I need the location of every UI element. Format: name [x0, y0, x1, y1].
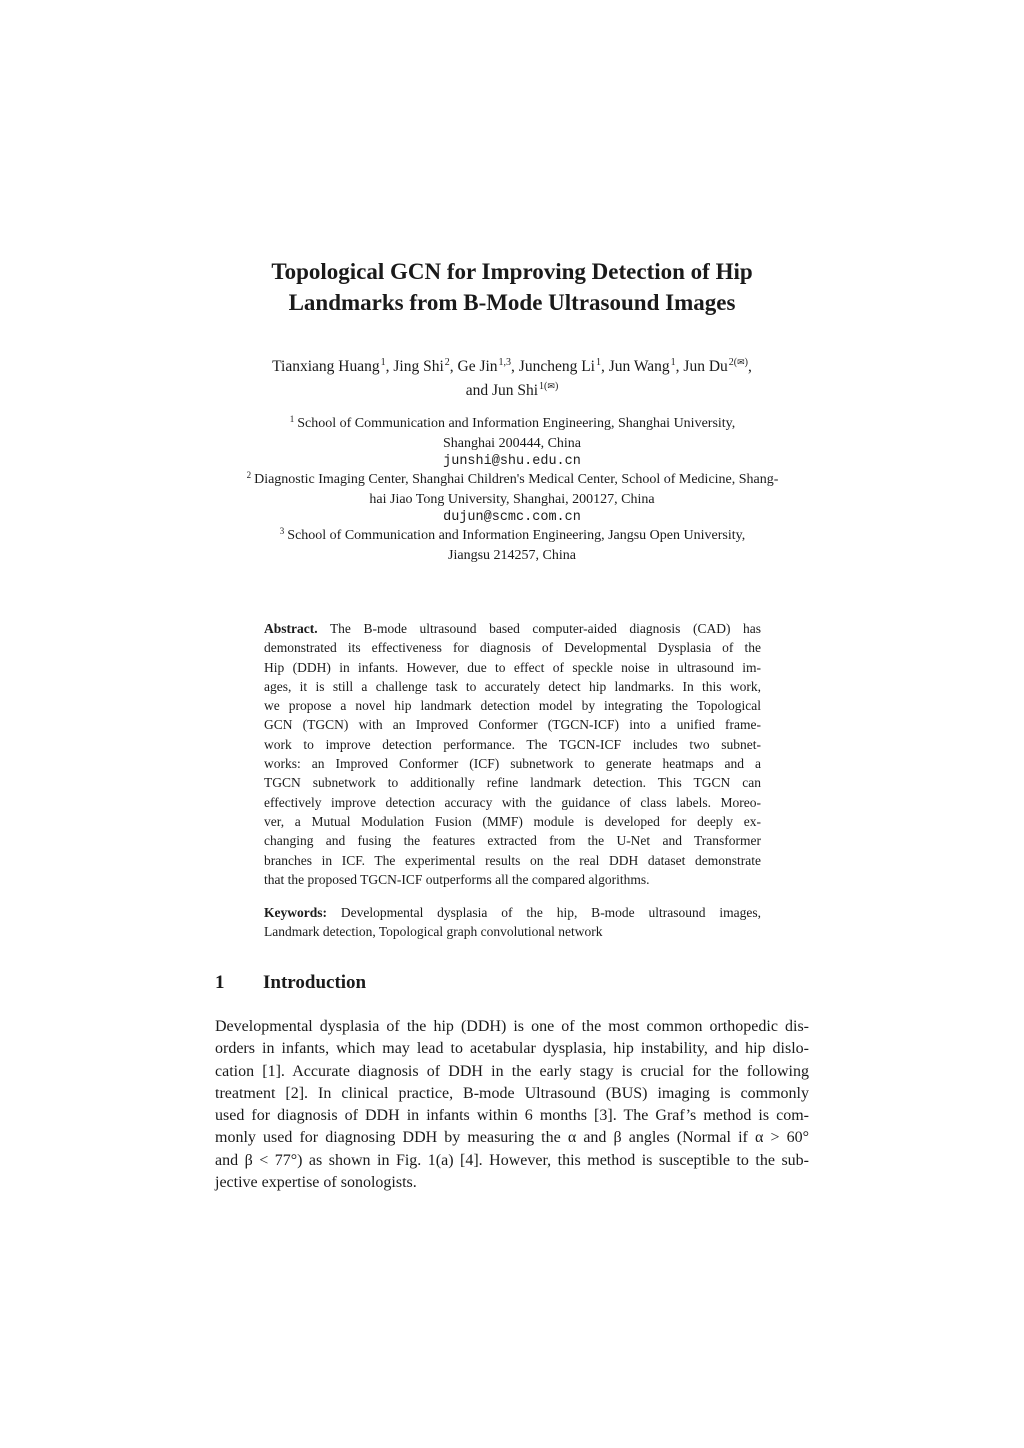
author-list	[215, 356, 809, 404]
affiliation-list	[215, 414, 809, 565]
abstract-line: branches in ICF. The experimental results on the real DDH dataset demonstrate	[264, 852, 761, 868]
keywords-line: Landmark detection, Topological graph convolutional network	[264, 924, 603, 940]
keywords-label: Keywords:	[264, 905, 327, 920]
author-separator: ,	[748, 358, 752, 375]
abstract-line: works: an Improved Conformer (ICF) subnetwork to generate heatmaps and a	[264, 756, 761, 772]
section-number: 1	[215, 972, 225, 993]
affiliation-email[interactable]: junshi@shu.edu.cn	[443, 454, 581, 469]
author-affiliation-mark	[729, 357, 748, 368]
author-name: , Jing Shi	[385, 358, 444, 375]
affiliation-line	[215, 470, 809, 490]
keywords-text: Developmental dysplasia of the hip, B-mode ultrasound images,	[327, 905, 761, 920]
affiliation-email[interactable]: dujun@scmc.com.cn	[443, 510, 581, 525]
affiliation-text: School of Communication and Information Engineering, Shanghai University,	[297, 416, 736, 431]
author-affiliation-mark: 1,3	[498, 357, 512, 368]
affiliation-number: 2	[246, 470, 252, 480]
author-name: , Jun Wang	[601, 358, 670, 375]
abstract-line: GCN (TGCN) with an Improved Conformer (TGCN-ICF) into a unified frame-	[264, 717, 761, 733]
keywords-line	[264, 903, 761, 922]
paragraph-line: and β < 77°) as shown in Fig. 1(a) [4]. However, this method is susceptible to the sub-	[215, 1151, 809, 1169]
abstract-label: Abstract.	[264, 621, 318, 636]
affiliation	[215, 414, 809, 470]
author-line	[215, 356, 809, 380]
keywords	[264, 903, 761, 942]
author-line	[215, 380, 809, 404]
paragraph-line: monly used for diagnosing DDH by measuring the α and β angles (Normal if α > 60°	[215, 1129, 809, 1147]
abstract-line: TGCN subnetwork to additionally refine landmark detection. This TGCN can	[264, 775, 761, 791]
paragraph-line: cation [1]. Accurate diagnosis of DDH in the early stagy is crucial for the following	[215, 1062, 809, 1080]
author-name: , Juncheng Li	[511, 358, 595, 375]
abstract-text: The B-mode ultrasound based computer-aided diagnosis (CAD) has	[317, 621, 761, 636]
affiliation-text: Diagnostic Imaging Center, Shanghai Children's Medical Center, School of Medicine, Shang-	[254, 472, 779, 487]
affiliation-line	[215, 414, 809, 434]
affiliation-close: )	[744, 357, 748, 368]
affiliation-line: Jiangsu 214257, China	[448, 548, 576, 563]
paragraph-line: treatment [2]. In clinical practice, B-mode Ultrasound (BUS) imaging is commonly	[215, 1084, 809, 1102]
author-affiliation-mark: 1	[380, 357, 386, 368]
affiliation-line: hai Jiao Tong University, Shanghai, 200127, China	[369, 492, 655, 507]
author-name: , Ge Jin	[449, 358, 498, 375]
paper-title	[215, 256, 809, 318]
author-name: , Jun Du	[675, 358, 728, 375]
affiliation-number: 1(	[539, 381, 548, 392]
affiliation	[215, 526, 809, 565]
title-line: Landmarks from B-Mode Ultrasound Images	[288, 290, 736, 315]
paragraph-line: orders in infants, which may lead to acetabular dysplasia, hip instability, and hip dislo-	[215, 1040, 809, 1058]
abstract-line	[264, 619, 761, 638]
author-affiliation-mark: 1	[596, 357, 601, 368]
paragraph-line: used for diagnosis of DDH in infants within 6 months [3]. The Graf’s method is com-	[215, 1107, 809, 1125]
section-heading	[215, 972, 366, 994]
author-affiliation-mark: 1	[670, 357, 676, 368]
abstract-line: ages, it is still a challenge task to accurately detect hip landmarks. In this work,	[264, 678, 761, 694]
affiliation-text: School of Communication and Information Engineering, Jangsu Open University,	[287, 528, 746, 543]
author-name: Tianxiang Huang	[272, 358, 380, 375]
abstract-line: work to improve detection performance. The TGCN-ICF includes two subnet-	[264, 736, 761, 752]
author-affiliation-mark	[539, 381, 558, 392]
affiliation-number: 3	[279, 526, 285, 536]
paragraph-line: jective expertise of sonologists.	[215, 1174, 417, 1192]
envelope-icon: ✉	[737, 358, 745, 368]
abstract-line: effectively improve detection accuracy with the guidance of class labels. Moreo-	[264, 794, 761, 810]
author-name: and Jun Shi	[465, 382, 539, 399]
abstract-line: that the proposed TGCN-ICF outperforms all the compared algorithms.	[264, 871, 650, 887]
section-title: Introduction	[263, 972, 367, 993]
author-affiliation-mark: 2	[444, 357, 450, 368]
paragraph-line: Developmental dysplasia of the hip (DDH) is one of the most common orthopedic dis-	[215, 1018, 809, 1035]
envelope-icon: ✉	[547, 382, 555, 392]
abstract-line: demonstrated its effectiveness for diagnosis of Developmental Dysplasia of the	[264, 640, 761, 656]
affiliation-number: 2(	[728, 357, 738, 368]
affiliation-line	[215, 526, 809, 546]
affiliation	[215, 470, 809, 526]
affiliation-line: Shanghai 200444, China	[442, 436, 582, 451]
abstract-line: ver, a Mutual Modulation Fusion (MMF) module is developed for deeply ex-	[264, 813, 761, 829]
abstract-line: Hip (DDH) in infants. However, due to effect of speckle noise in ultrasound im-	[264, 659, 761, 675]
abstract-line: changing and fusing the features extracted from the U-Net and Transformer	[264, 833, 761, 849]
abstract-line: we propose a novel hip landmark detection model by integrating the Topological	[264, 698, 761, 714]
introduction-paragraph	[215, 1016, 809, 1194]
affiliation-close: )	[554, 381, 559, 392]
title-line: Topological GCN for Improving Detection of Hip	[271, 259, 753, 284]
affiliation-number: 1	[289, 414, 295, 424]
abstract	[264, 619, 761, 889]
